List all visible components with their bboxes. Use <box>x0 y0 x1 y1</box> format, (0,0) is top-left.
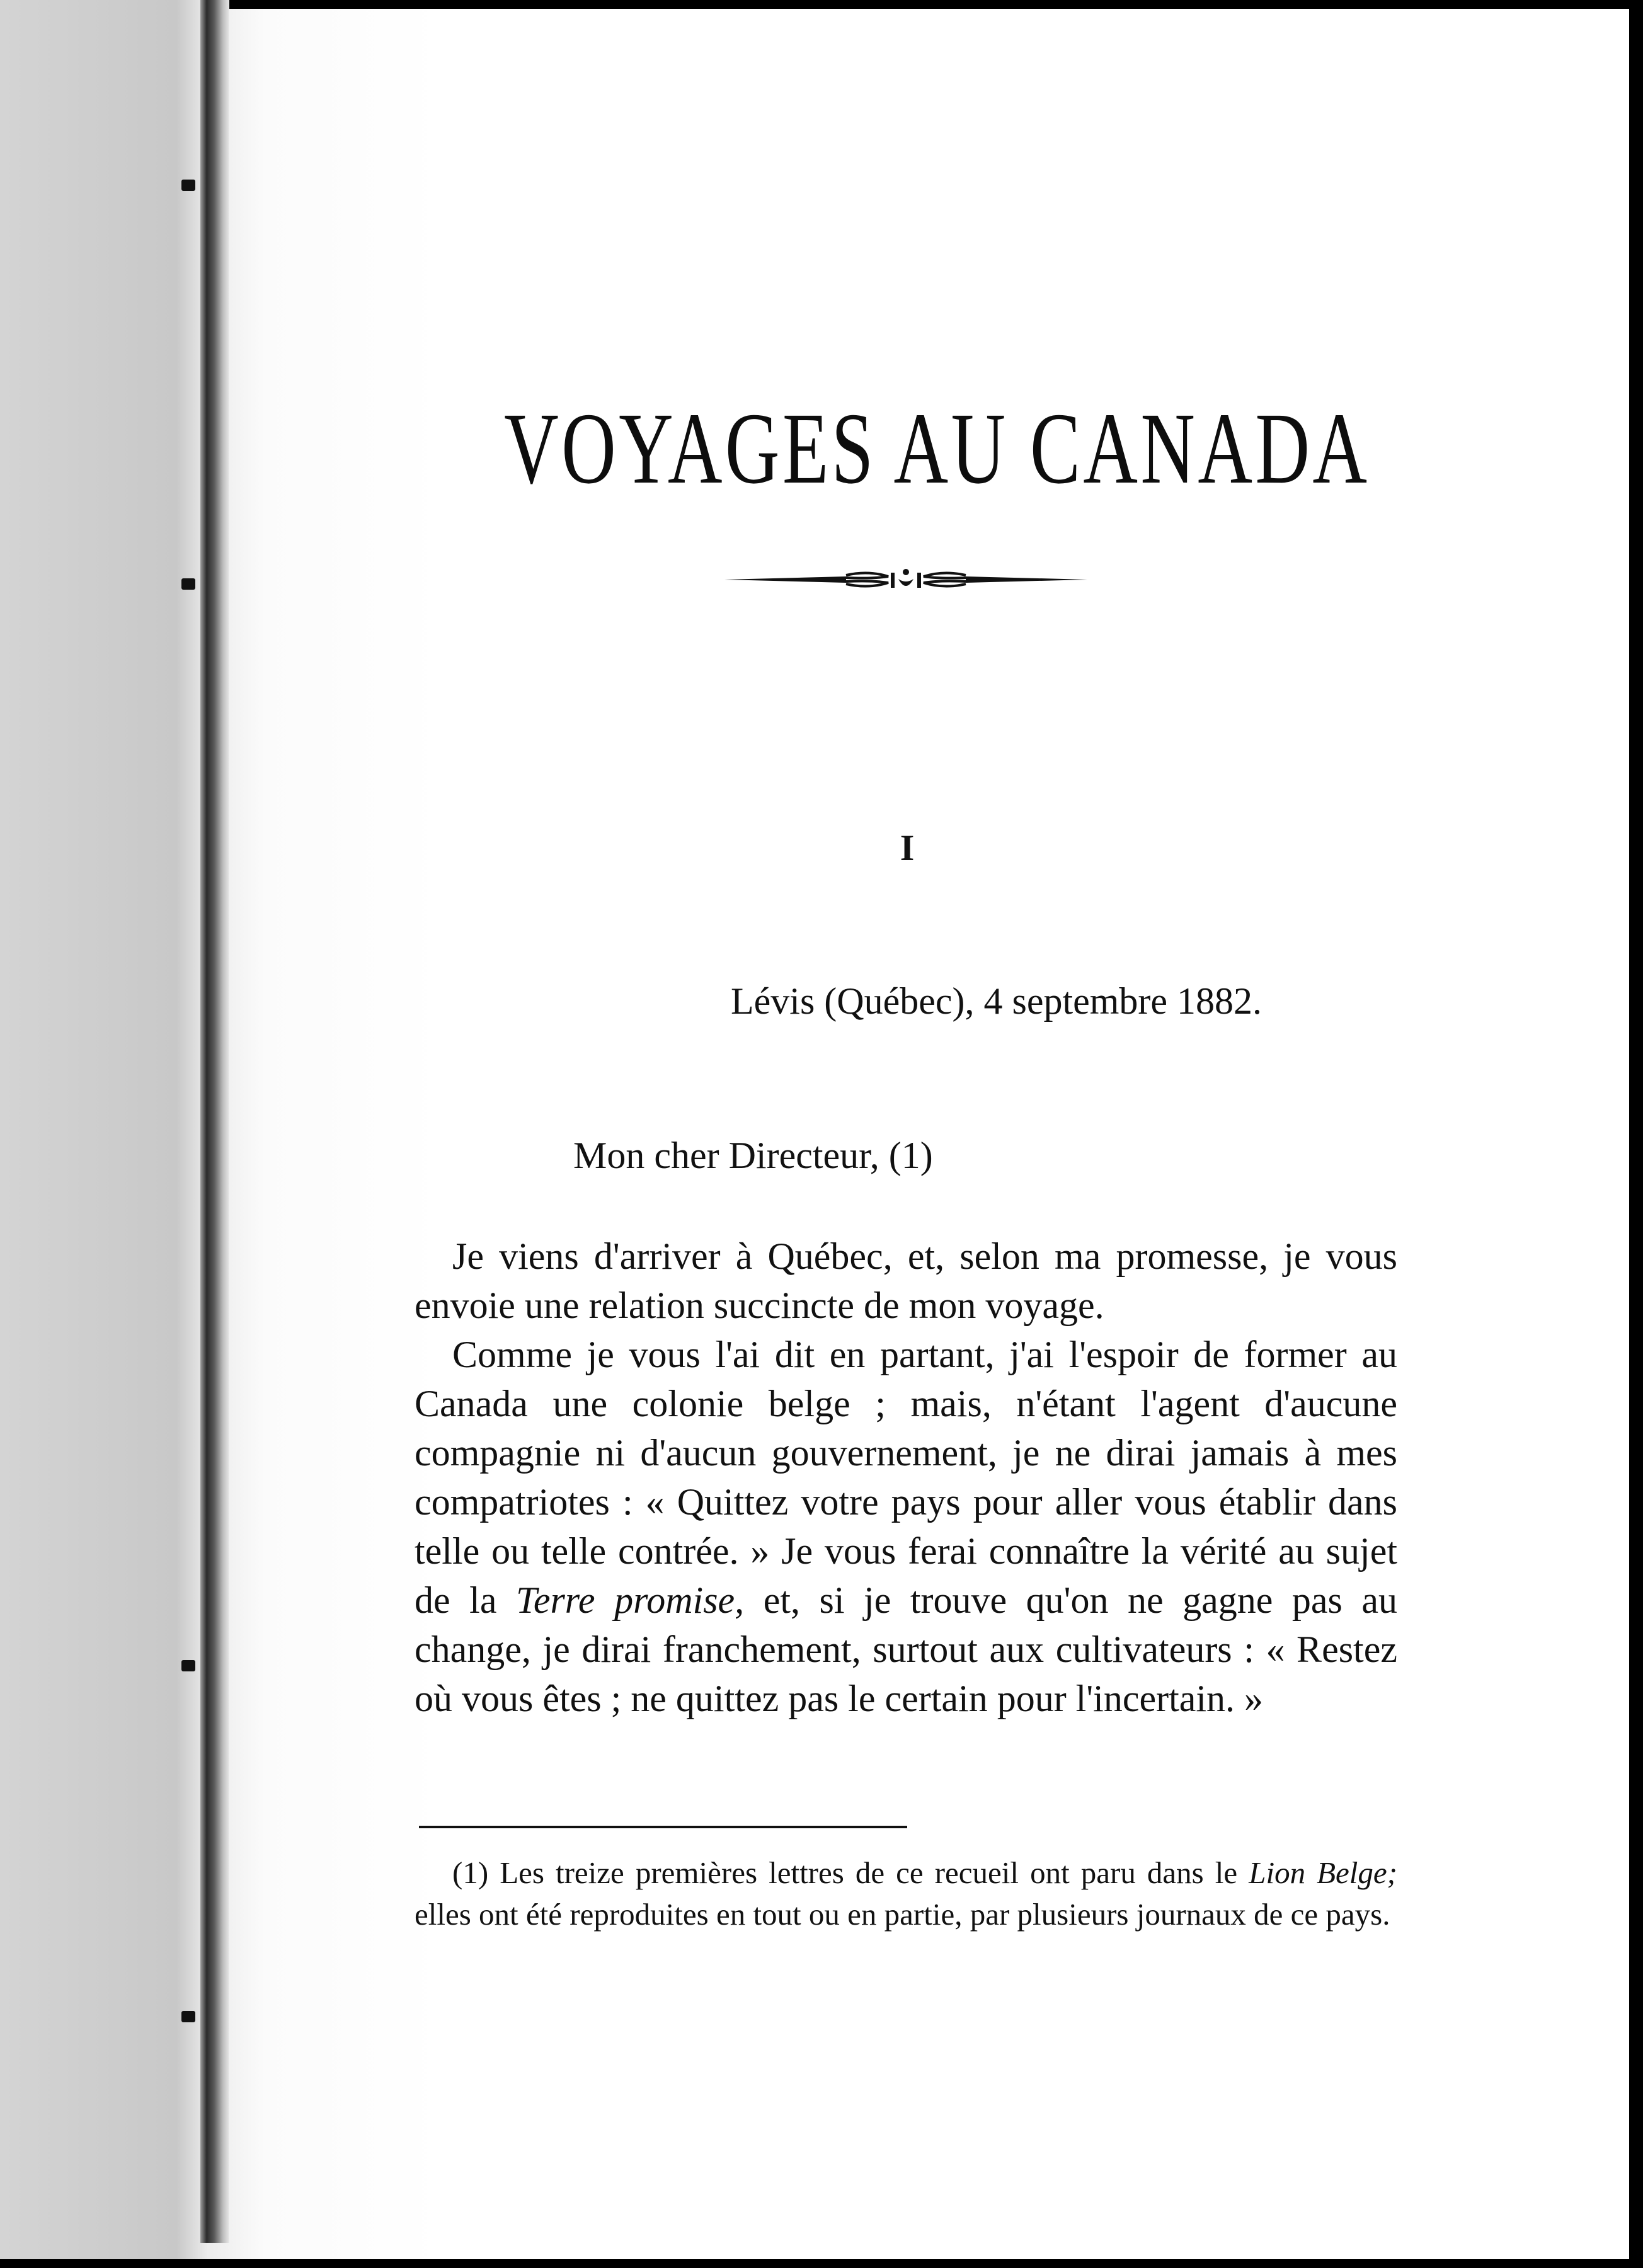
paragraph-2-italic-phrase: Terre promise, <box>515 1579 745 1621</box>
scan-border-bottom <box>0 2259 1643 2268</box>
scan-border-top <box>220 0 1643 9</box>
footnote-italic-title: Lion Belge; <box>1249 1855 1397 1890</box>
footnote <box>415 1852 1397 1935</box>
paragraph-1: Je viens d'arriver à Québec, et, selon ma promesse, je vous envoie une relation succincte de mon voyage. <box>415 1235 1397 1326</box>
letter-salutation: Mon cher Directeur, (1) <box>573 1135 933 1176</box>
binding-stitch-mark <box>181 180 195 191</box>
letter-place-date: Lévis (Québec), 4 septembre 1882. <box>731 980 1262 1022</box>
paragraph-2-text-start: Comme je vous l'ai dit en partant, j'ai l'espoir de former au Canada une colonie belge ; mais, n'étant l'agent d'aucune compagnie ni d'aucun gouvernement, je ne dirai jamais à mes compatriotes : « Quittez votre pays pour aller vous établir dans telle ou telle contrée. » Je vous ferai connaître la vérité au sujet de la <box>415 1334 1397 1621</box>
ornament-divider <box>723 564 1089 595</box>
binding-stitch-mark <box>181 1660 195 1671</box>
letter-body <box>415 1232 1397 1723</box>
page-title: VOYAGES AU CANADA <box>504 392 1370 505</box>
paragraph-2 <box>415 1330 1397 1723</box>
binding-stitch-mark <box>181 2011 195 2022</box>
scan-border-right <box>1629 0 1643 2268</box>
footnote-separator <box>419 1826 907 1828</box>
binding-stitch-mark <box>181 578 195 590</box>
section-number: I <box>900 827 915 868</box>
footnote-text-end: elles ont été reproduites en tout ou en partie, par plusieurs journaux de ce pays. <box>415 1897 1390 1932</box>
footnote-text-start: (1) Les treize premières lettres de ce recueil ont paru dans le <box>452 1855 1249 1890</box>
paragraph-2-text-end: et, si je trouve qu'on ne gagne pas au change, je dirai franchement, surtout aux cultivateurs : « Restez où vous êtes ; ne quittez pas le certain pour l'incertain. » <box>415 1579 1398 1719</box>
book-binding-edge <box>200 0 229 2243</box>
